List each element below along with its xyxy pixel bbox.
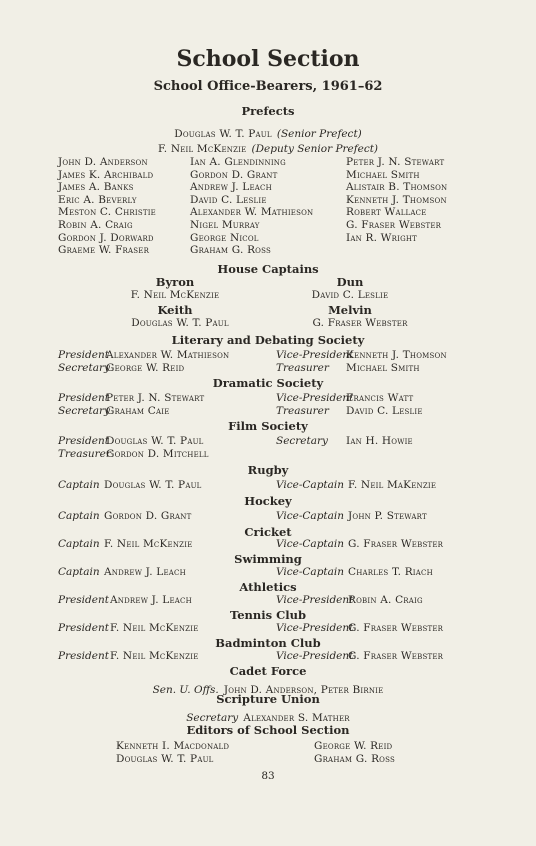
role-label: Captain	[58, 510, 100, 522]
role-label: Captain	[58, 538, 100, 550]
prefect-name: John D. Anderson	[58, 156, 148, 168]
officer-name: Gordon D. Grant	[104, 510, 192, 522]
role-label: Vice-President	[276, 392, 354, 404]
prefect-name: Eric A. Beverly	[58, 193, 137, 206]
prefect-name: George Nicol	[190, 231, 259, 244]
officer-name: Kenneth J. Thomson	[346, 349, 447, 361]
officer-name: F. Neil McKenzie	[104, 538, 193, 550]
officer-name: F. Neil MaKenzie	[348, 479, 437, 491]
role-label: Secretary	[276, 435, 328, 447]
officer-name: Ian H. Howie	[346, 435, 413, 447]
prefects-heading: Prefects	[241, 104, 295, 118]
prefect-name: James A. Banks	[58, 181, 134, 194]
officer-name: John D. Anderson, Peter Birnie	[223, 684, 384, 696]
prefect-name: Graham G. Ross	[190, 244, 271, 257]
house-dun-captain: David C. Leslie	[311, 289, 389, 301]
officer-name: G. Fraser Webster	[348, 622, 444, 634]
prefect-name: Meston C. Christie	[58, 206, 156, 219]
deputy-prefect-name: F. Neil McKenzie	[157, 143, 247, 155]
officer-name: Andrew J. Leach	[104, 566, 186, 578]
prefects-column-1	[58, 156, 156, 257]
officer-name: Francis Watt	[346, 392, 414, 404]
swimming-heading: Swimming	[234, 552, 302, 566]
role-label: Treasurer	[276, 405, 329, 417]
role-label: Captain	[58, 566, 100, 578]
officer-name: F. Neil McKenzie	[110, 650, 199, 662]
prefect-name: Gordon D. Grant	[190, 168, 278, 181]
house-melvin: Melvin	[328, 303, 372, 317]
house-captains-heading: House Captains	[217, 262, 319, 276]
role-label: Captain	[58, 479, 100, 491]
role-label: Vice-Captain	[276, 538, 345, 550]
prefect-name: Peter J. N. Stewart	[346, 156, 445, 168]
page-number: 83	[261, 770, 275, 782]
athletics-heading: Athletics	[239, 580, 297, 594]
prefect-name: G. Fraser Webster	[346, 218, 442, 231]
deputy-prefect-line	[0, 137, 536, 156]
officer-name: F. Neil McKenzie	[110, 622, 199, 634]
prefect-name: Nigel Murray	[190, 218, 260, 231]
prefect-name: Gordon J. Dorward	[58, 231, 154, 244]
role-label: Vice-President	[276, 650, 354, 662]
house-byron-captain: F. Neil McKenzie	[130, 289, 220, 301]
officer-name: Graham Caie	[106, 405, 170, 417]
officer-name: Alexander W. Mathieson	[106, 349, 230, 361]
prefect-name: Ian R. Wright	[346, 231, 418, 244]
prefect-name: Michael Smith	[346, 168, 420, 181]
editor-name: George W. Reid	[314, 740, 393, 752]
officer-name: David C. Leslie	[346, 405, 423, 417]
film-heading: Film Society	[228, 419, 308, 433]
deputy-prefect-role: (Deputy Senior Prefect)	[251, 143, 379, 155]
role-label: President	[58, 392, 109, 404]
cadet-heading: Cadet Force	[229, 664, 307, 678]
officer-name: Douglas W. T. Paul	[104, 479, 202, 491]
prefect-name: David C. Leslie	[190, 193, 267, 206]
role-label: Secretary	[58, 405, 110, 417]
senior-prefect-role: (Senior Prefect)	[276, 128, 362, 140]
page-subtitle: School Office-Bearers, 1961–62	[153, 79, 383, 94]
scripture-heading: Scripture Union	[216, 692, 320, 706]
role-label: Vice-President	[276, 622, 354, 634]
role-label: President	[58, 435, 109, 447]
prefect-name: James K. Archibald	[58, 168, 154, 181]
prefect-name: Ian A. Glendinning	[190, 156, 286, 168]
role-label: Vice-Captain	[276, 479, 345, 491]
tennis-heading: Tennis Club	[229, 608, 307, 622]
role-label: Secretary	[58, 362, 110, 374]
house-byron: Byron	[155, 275, 195, 289]
badminton-heading: Badminton Club	[215, 636, 321, 650]
prefect-name: Robin A. Craig	[58, 218, 133, 231]
house-keith-captain: Douglas W. T. Paul	[131, 317, 229, 329]
rugby-heading: Rugby	[247, 463, 289, 477]
prefect-name: Alexander W. Mathieson	[190, 206, 314, 219]
editor-name: Graham G. Ross	[314, 753, 395, 765]
role-label: Treasurer	[58, 448, 111, 460]
officer-name: Gordon D. Mitchell	[106, 448, 209, 460]
editor-name: Douglas W. T. Paul	[116, 753, 214, 765]
prefect-name: Kenneth J. Thomson	[346, 193, 447, 206]
role-label: President	[58, 349, 109, 361]
officer-name: Douglas W. T. Paul	[106, 435, 204, 447]
senior-prefect-name: Douglas W. T. Paul	[174, 128, 272, 140]
prefects-column-2	[190, 156, 313, 257]
role-label: Vice-President	[276, 594, 354, 606]
prefect-name: Andrew J. Leach	[190, 181, 272, 194]
role-label: Vice-Captain	[276, 510, 345, 522]
role-label: Treasurer	[276, 362, 329, 374]
prefect-name: Alistair B. Thomson	[346, 181, 448, 194]
officer-name: Robin A. Craig	[348, 594, 423, 606]
officer-name: G. Fraser Webster	[348, 650, 444, 662]
role-label: Vice-President	[276, 349, 354, 361]
prefect-name: Graeme W. Fraser	[58, 244, 150, 257]
officer-name: George W. Reid	[106, 362, 185, 374]
editor-name: Kenneth I. Macdonald	[116, 740, 230, 752]
house-melvin-captain: G. Fraser Webster	[312, 317, 408, 329]
officer-name: Charles T. Riach	[348, 566, 433, 578]
role-label: Vice-Captain	[276, 566, 345, 578]
role-label: Sen. U. Offs.	[152, 684, 219, 696]
role-label: President	[58, 650, 109, 662]
role-label: Secretary	[186, 712, 239, 724]
prefect-name: Robert Wallace	[346, 206, 427, 219]
role-label: President	[58, 622, 109, 634]
officer-name: Peter J. N. Stewart	[106, 392, 205, 404]
prefects-column-3	[346, 156, 447, 244]
officer-name: G. Fraser Webster	[348, 538, 444, 550]
dramatic-heading: Dramatic Society	[212, 376, 324, 390]
house-dun: Dun	[336, 275, 364, 289]
officer-name: Alexander S. Mather	[243, 712, 350, 724]
officer-name: Andrew J. Leach	[110, 594, 192, 606]
officer-name: Michael Smith	[346, 362, 420, 374]
officer-name: John P. Stewart	[348, 510, 427, 522]
hockey-heading: Hockey	[244, 494, 292, 508]
role-label: President	[58, 594, 109, 606]
cricket-heading: Cricket	[244, 525, 292, 539]
editors-heading: Editors of School Section	[186, 723, 350, 737]
house-keith: Keith	[157, 303, 193, 317]
literary-heading: Literary and Debating Society	[171, 333, 365, 347]
page-title: School Section	[176, 46, 360, 72]
